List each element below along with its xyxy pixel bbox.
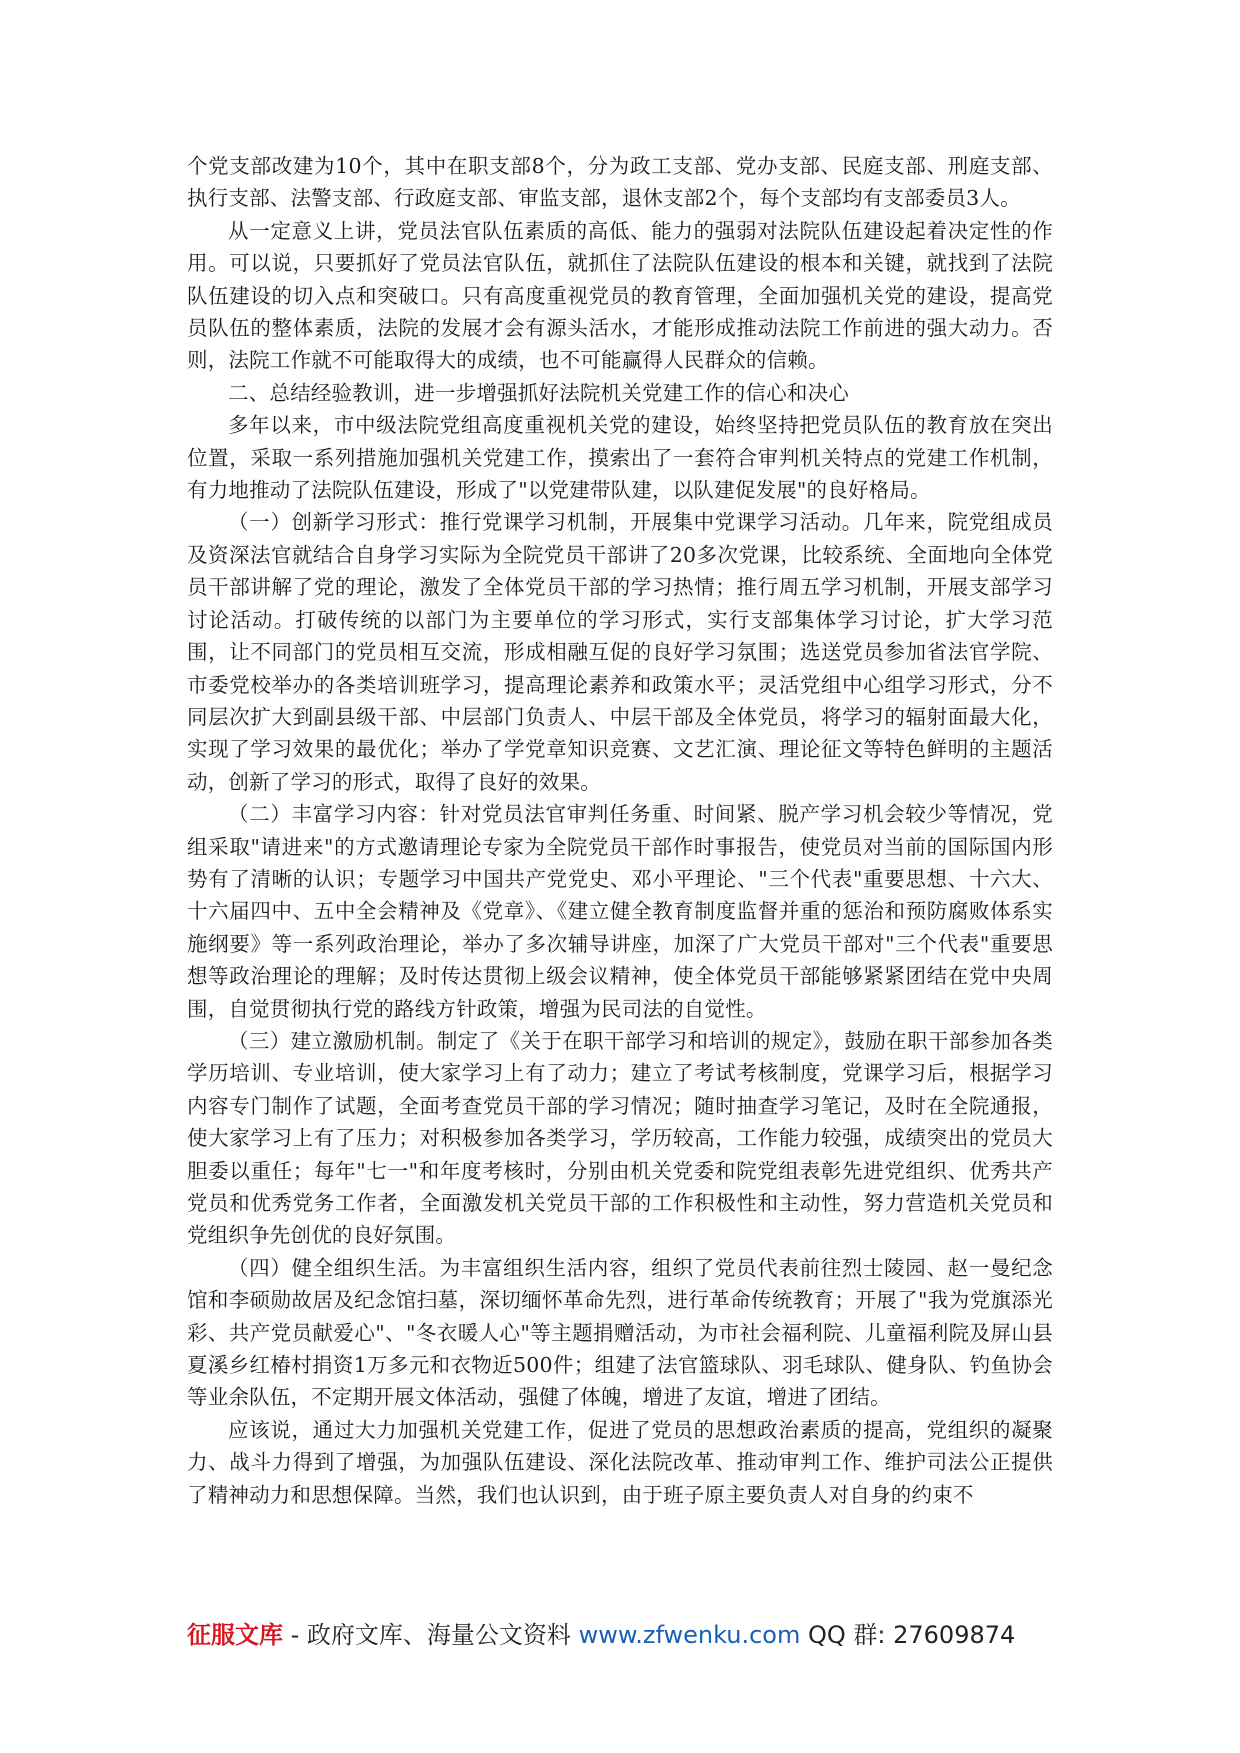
paragraph-2: 从一定意义上讲，党员法官队伍素质的高低、能力的强弱对法院队伍建设起着决定性的作用。可以说，只要抓好了党员法官队伍，就抓住了法院队伍建设的根本和关键，就找到了法院队伍建设的切入点和突破口。只有高度重视党员的教育管理，全面加强机关党的建设，提高党员队伍的整体素质，法院的发展才会有源头活水，才能形成推动法院工作前进的强大动力。否则，法院工作就不可能取得大的成绩，也不可能赢得人民群众的信赖。: [187, 218, 1053, 373]
paragraph-1: 个党支部改建为10个，其中在职支部8个，分为政工支部、党办支部、民庭支部、刑庭支部、执行支部、法警支部、行政庭支部、审监支部，退休支部2个，每个支部均有支部委员3人。: [187, 154, 1053, 211]
document-body: [187, 150, 1053, 1511]
footer-separator: -: [283, 1621, 307, 1649]
footer-brand: 征服文库: [187, 1621, 283, 1649]
page-footer: [187, 1618, 1067, 1652]
section-heading-2: 二、总结经验教训，进一步增强抓好法院机关党建工作的信心和决心: [228, 380, 849, 405]
paragraph-4: 多年以来，市中级法院党组高度重视机关党的建设，始终坚持把党员队伍的教育放在突出位置，采取一系列措施加强机关党建工作，摸索出了一套符合审判机关特点的党建工作机制，有力地推动了法院队伍建设，形成了"以党建带队建，以队建促发展"的良好格局。: [187, 413, 1053, 503]
paragraph-incentive: （三）建立激励机制。制定了《关于在职干部学习和培训的规定》，鼓励在职干部参加各类学历培训、专业培训，使大家学习上有了动力；建立了考试考核制度，党课学习后，根据学习内容专门制作了试题，全面考查党员干部的学习情况；随时抽查学习笔记，及时在全院通报，使大家学习上有了压力；对积极参加各类学习，学历较高，工作能力较强，成绩突出的党员大胆委以重任；每年"七一"和年度考核时，分别由机关党委和院党组表彰先进党组织、优秀共产党员和优秀党务工作者，全面激发机关党员干部的工作积极性和主动性，努力营造机关党员和党组织争先创优的良好氛围。: [187, 1028, 1053, 1248]
paragraph-summary: 应该说，通过大力加强机关党建工作，促进了党员的思想政治素质的提高，党组织的凝聚力、战斗力得到了增强，为加强队伍建设、深化法院改革、推动审判工作、维护司法公正提供了精神动力和思想保障。当然，我们也认识到，由于班子原主要负责人对自身的约束不: [187, 1417, 1053, 1507]
footer-url-link[interactable]: www.zfwenku.com: [578, 1621, 801, 1649]
paragraph-organization: （四）健全组织生活。为丰富组织生活内容，组织了党员代表前往烈士陵园、赵一曼纪念馆和李硕勋故居及纪念馆扫墓，深切缅怀革命先烈，进行革命传统教育；开展了"我为党旗添光彩、共产党员献爱心"、"冬衣暖人心"等主题捐赠活动，为市社会福利院、儿童福利院及屏山县夏溪乡红椿村捐资1万多元和衣物近500件；组建了法官篮球队、羽毛球队、健身队、钓鱼协会等业余队伍，不定期开展文体活动，强健了体魄，增进了友谊，增进了团结。: [187, 1255, 1053, 1410]
paragraph-content: （二）丰富学习内容：针对党员法官审判任务重、时间紧、脱产学习机会较少等情况，党组采取"请进来"的方式邀请理论专家为全院党员干部作时事报告，使党员对当前的国际国内形势有了清晰的认识；专题学习中国共产党党史、邓小平理论、"三个代表"重要思想、十六大、十六届四中、五中全会精神及《党章》、《建立健全教育制度监督并重的惩治和预防腐败体系实施纲要》等一系列政治理论，举办了多次辅导讲座，加深了广大党员干部对"三个代表"重要思想等政治理论的理解；及时传达贯彻上级会议精神，使全体党员干部能够紧紧团结在党中央周围，自觉贯彻执行党的路线方针政策，增强为民司法的自觉性。: [187, 802, 1053, 1021]
paragraph-innovation: （一）创新学习形式：推行党课学习机制，开展集中党课学习活动。几年来，院党组成员及资深法官就结合自身学习实际为全院党员干部讲了20多次党课，比较系统、全面地向全体党员干部讲解了党的理论，激发了全体党员干部的学习热情；推行周五学习机制，开展支部学习讨论活动。打破传统的以部门为主要单位的学习形式，实行支部集体学习讨论，扩大学习范围，让不同部门的党员相互交流，形成相融互促的良好学习氛围；选送党员参加省法官学院、市委党校举办的各类培训班学习，提高理论素养和政策水平；灵活党组中心组学习形式，分不同层次扩大到副县级干部、中层部门负责人、中层干部及全体党员，将学习的辐射面最大化，实现了学习效果的最优化；举办了学党章知识竞赛、文艺汇演、理论征文等特色鲜明的主题活动，创新了学习的形式，取得了良好的效果。: [187, 510, 1053, 794]
footer-tagline: 政府文库、海量公文资料: [306, 1621, 579, 1649]
footer-qq-group: QQ 群: 27609874: [800, 1621, 1016, 1649]
